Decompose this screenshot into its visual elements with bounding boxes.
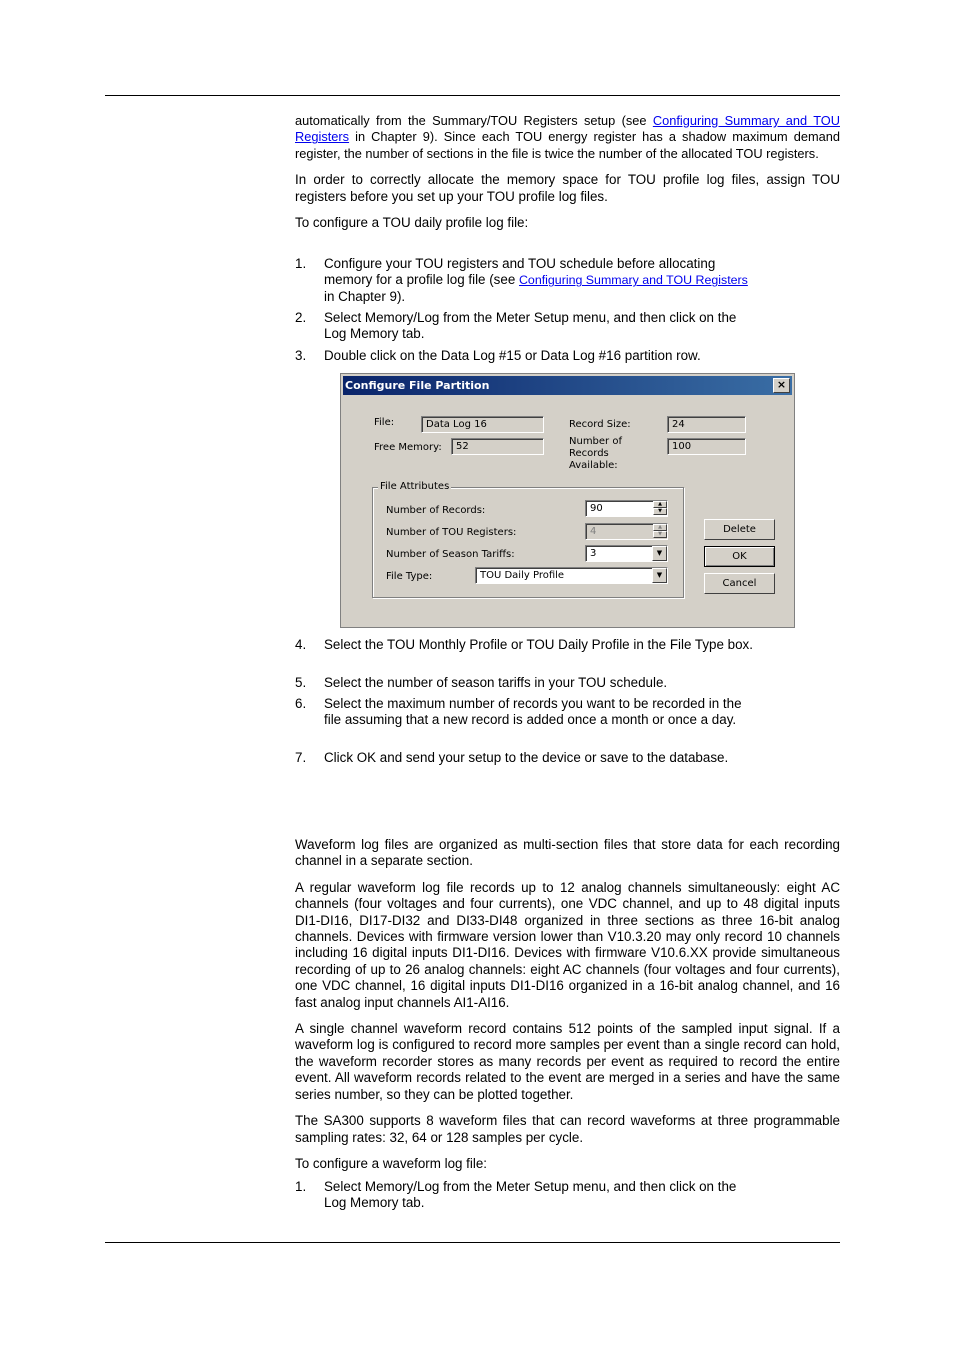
intro-paragraph-3: To configure a TOU daily profile log file: bbox=[295, 215, 529, 231]
free-memory-field[interactable]: 52 bbox=[451, 438, 544, 455]
chevron-down-icon[interactable]: ▼ bbox=[652, 568, 667, 583]
waveform-paragraph-2: A regular waveform log file records up to 12 analog channels simultaneously: eight AC channels (four voltages and four currents), one VDC channel, and up to 48 digital inputs DI1-DI16, DI17-DI32 and DI33-DI48 organized in three sections as three 16-bit analog channels. Devices with firmware version lower than V10.3.20 may only record 10 channels including 16 digital inputs DI1-DI16. Devices with firmware V10.6.XX provide simultaneous recording of up to 26 analog channels: eight AC channels (four voltages and four currents), one VDC channel, 16 digital inputs DI1-DI16 organized in a 16-bit analog channel, and 16 fast analog input channels AI1-AI16. bbox=[295, 879, 840, 1010]
list-item: 2. Select Memory/Log from the Meter Setup menu, and then click on the Log Memory tab. bbox=[295, 310, 737, 342]
spin-buttons-disabled bbox=[653, 524, 667, 539]
tou-registers-stepper: 4 ▲ ▼ bbox=[585, 523, 668, 540]
season-tariffs-select[interactable]: 3 ▼ bbox=[585, 545, 668, 562]
list-item: 4. Select the TOU Monthly Profile or TOU Daily Profile in the File Type box. bbox=[295, 637, 753, 652]
intro-paragraph-2: In order to correctly allocate the memory space for TOU profile log files, assign TOU registers before you set up your TOU profile log files. bbox=[295, 172, 840, 204]
intro-section bbox=[295, 113, 840, 231]
file-attributes-label: File Attributes bbox=[380, 481, 450, 492]
chevron-down-icon[interactable]: ▼ bbox=[652, 546, 667, 561]
records-available-field[interactable]: 100 bbox=[667, 438, 746, 455]
waveform-paragraph-4: The SA300 supports 8 waveform files that can record waveforms at three programmable sampling rates: 32, 64 or 128 samples per cycle. bbox=[295, 1113, 840, 1145]
number-of-records-stepper[interactable]: 90 ▲ ▼ bbox=[585, 500, 668, 517]
list-item: 1. Select Memory/Log from the Meter Setup menu, and then click on the Log Memory tab. bbox=[295, 1179, 737, 1211]
list-item: 1. Configure your TOU registers and TOU schedule before allocating memory for a profile log file (see Configuring Summary and TOU Registers in Chapter 9). bbox=[295, 256, 748, 304]
season-tariffs-label: Number of Season Tariffs: bbox=[386, 549, 515, 560]
list-item: 3. Double click on the Data Log #15 or Data Log #16 partition row. bbox=[295, 348, 701, 363]
configuring-summary-tou-link[interactable]: Configuring Summary and TOU Registers bbox=[295, 113, 840, 145]
cancel-button[interactable]: Cancel bbox=[704, 573, 775, 594]
file-type-select[interactable]: TOU Daily Profile ▼ bbox=[475, 567, 668, 584]
records-available-label: Number of Records Available: bbox=[569, 436, 622, 471]
list-item: 5. Select the number of season tariffs in your TOU schedule. bbox=[295, 675, 668, 690]
list-item: 6. Select the maximum number of records you want to be recorded in the file assuming that a new record is added once a month or once a day. bbox=[295, 696, 742, 728]
intro-paragraph-1: automatically from the Summary/TOU Registers setup (see Configuring Summary and TOU Registers in Chapter 9). Since each TOU energy register has a shadow maximum demand register, the number of sections in the file is twice the number of the allocated TOU registers. bbox=[295, 113, 840, 161]
record-size-label: Record Size: bbox=[569, 419, 631, 430]
spin-up-icon: ▲ bbox=[653, 524, 667, 531]
record-size-field[interactable]: 24 bbox=[667, 416, 746, 433]
ok-button[interactable]: OK bbox=[704, 546, 775, 567]
close-icon[interactable]: × bbox=[773, 378, 790, 393]
number-of-records-label: Number of Records: bbox=[386, 505, 486, 516]
file-label: File: bbox=[374, 417, 395, 428]
dialog-title-bar bbox=[343, 376, 792, 395]
waveform-section bbox=[295, 837, 840, 1172]
tou-registers-label: Number of TOU Registers: bbox=[386, 527, 517, 538]
dialog-title: Configure File Partition bbox=[345, 379, 490, 392]
configure-file-partition-dialog bbox=[340, 373, 795, 628]
waveform-paragraph-3: A single channel waveform record contains 512 points of the sampled input signal. If a waveform log is configured to record more samples per event than a single record can hold, the waveform recorder stores as many records per event as required to record the entire event. All waveform records related to the event are merged in a series and have the same series number, so they can be plotted together. bbox=[295, 1021, 840, 1102]
spin-down-icon: ▼ bbox=[653, 508, 667, 515]
file-field[interactable]: Data Log 16 bbox=[421, 416, 544, 433]
waveform-paragraph-1: Waveform log files are organized as multi-section files that store data for each recording channel in a separate section. bbox=[295, 837, 840, 869]
footer-rule bbox=[105, 1242, 840, 1243]
spin-up-icon: ▲ bbox=[653, 501, 667, 508]
waveform-paragraph-5: To configure a waveform log file: bbox=[295, 1155, 488, 1171]
delete-button[interactable]: Delete bbox=[704, 519, 775, 540]
spin-down-icon: ▼ bbox=[653, 531, 667, 538]
list-item: 7. Click OK and send your setup to the device or save to the database. bbox=[295, 750, 729, 765]
spin-buttons[interactable] bbox=[653, 501, 667, 516]
configuring-summary-tou-link-2[interactable]: Configuring Summary and TOU Registers bbox=[518, 273, 748, 288]
free-memory-label: Free Memory: bbox=[374, 442, 442, 453]
header-rule bbox=[105, 95, 840, 96]
file-type-label: File Type: bbox=[386, 571, 433, 582]
